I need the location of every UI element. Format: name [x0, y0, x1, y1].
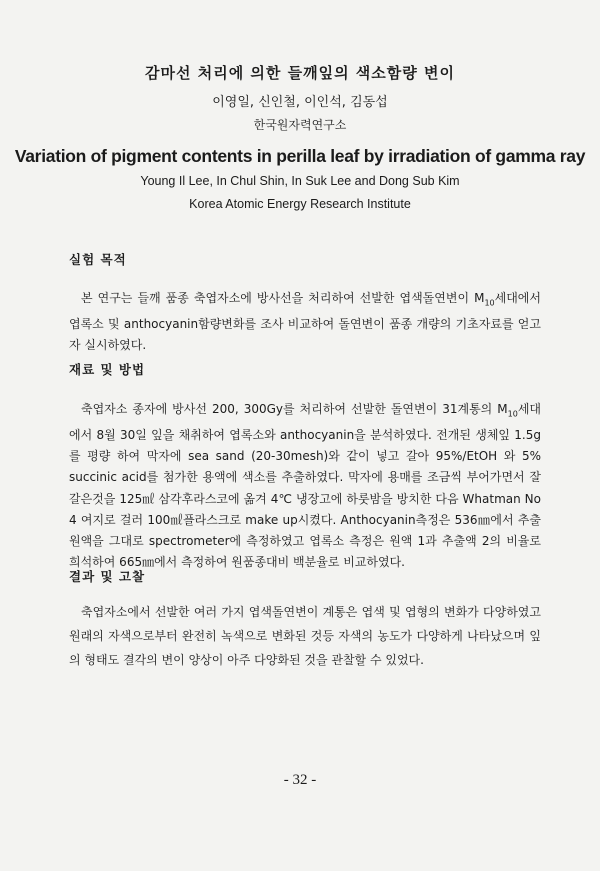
methods-text-a: 축엽자소 종자에 방사선 200, 300Gy를 처리하여 선발한 돌연변이 31계통의 M: [81, 402, 508, 416]
section-heading-results: 결과 및 고찰: [69, 569, 146, 584]
section-body-results: 축엽자소에서 선발한 여러 가지 엽색돌연변이 계통은 엽색 및 엽형의 변화가 다양하였고 원래의 자색으로부터 완전히 녹색으로 변화된 것등 자색의 농도가 다양하게 나타났으며 잎의 형태도 결각의 변이 양상이 아주 다양화된 것을 관찰할 수 있었다.: [69, 605, 541, 667]
english-authors: Young Il Lee, In Chul Shin, In Suk Lee and Dong Sub Kim: [140, 174, 460, 188]
methods-subscript: 10: [507, 409, 518, 419]
english-institute: Korea Atomic Energy Research Institute: [189, 197, 411, 211]
section-heading-objective: 실험 목적: [69, 252, 127, 267]
objective-subscript: 10: [484, 298, 495, 308]
section-body-methods: [69, 399, 541, 574]
korean-institute: 한국원자력연구소: [253, 118, 347, 132]
section-heading-methods: 재료 및 방법: [69, 362, 146, 377]
section-body-objective: [69, 288, 541, 357]
page-number: - 32 -: [283, 772, 317, 788]
objective-text-b: 세대에서 엽록소 및 anthocyanin함량변화를 조사 비교하여 돌연변이 품종 개량의 기초자료를 얻고자 실시하였다.: [69, 291, 541, 353]
objective-text-a: 본 연구는 들깨 품종 축엽자소에 방사선을 처리하여 선발한 엽색돌연변이 M: [81, 291, 485, 305]
english-title: Variation of pigment contents in perilla leaf by irradiation of gamma ray: [14, 146, 586, 166]
korean-authors: 이영일, 신인철, 이인석, 김동섭: [212, 95, 388, 110]
methods-text-b: 세대에서 8월 30일 잎을 채취하여 엽록소와 anthocyanin을 분석하였다. 전개된 생체잎 1.5g를 평량 하여 막자에 sea sand (20-30mesh)와 같이 넣고 갈아 95%/EtOH 와 5% succinic acid를 첨가한 용액에 색소를 추출하였다. 막자에 용매를 조금씩 부어가면서 잘 갈은것을 125㎖ 삼각후라스코에 옮겨 4℃ 냉장고에 하룻밤을 방치한 다음 Whatman No 4 여지로 걸러 100㎖플라스크로 make up시켰다. Anthocyanin측정은 536㎚에서 추출 원액을 그대로 spectrometer에 측정하였고 엽록소 측정은 원액 1과 추출액 2의 비율로 희석하여 665㎚에서 측정하여 원품종대비 백분율로 비교하였다.: [69, 402, 541, 570]
korean-title: 감마선 처리에 의한 들깨잎의 색소함량 변이: [145, 64, 455, 82]
